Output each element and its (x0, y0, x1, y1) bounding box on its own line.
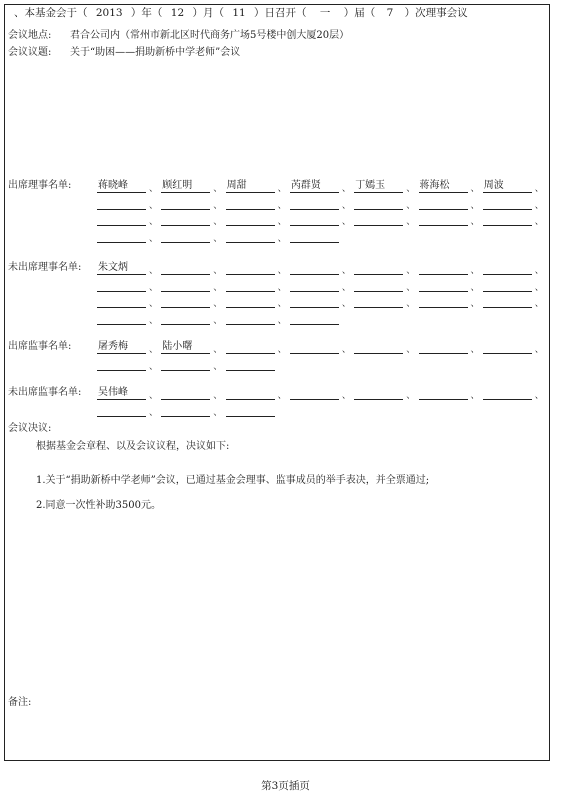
separator-mark: 、 (406, 217, 416, 227)
meeting-header (14, 7, 468, 19)
name-slot (290, 279, 339, 292)
location-value: 君合公司内（常州市新北区时代商务广场5号楼中创大厦20层） (70, 30, 350, 41)
name-slot (483, 341, 532, 354)
header-month: 12 (170, 7, 185, 19)
name-slot (483, 387, 532, 400)
header-text-1: 、本基金会于（ (14, 7, 88, 19)
header-text-2: ）年（ (130, 7, 163, 19)
separator-mark: 、 (213, 233, 223, 244)
attending-directors-label: 出席理事名单: (8, 180, 72, 191)
name-slot: 屠秀梅 (97, 341, 146, 354)
resolution-intro: 根据基金会章程、以及会议议程，决议如下: (36, 441, 230, 452)
separator-mark: 、 (277, 315, 287, 326)
separator-mark: 、 (149, 233, 159, 244)
separator-mark: 、 (341, 345, 351, 355)
resolution-label: 会议决议: (8, 423, 52, 434)
name-slot (226, 341, 275, 354)
separator-mark: 、 (149, 266, 159, 276)
separator-mark: 、 (213, 266, 223, 276)
name-slot (226, 312, 275, 325)
header-text-3: ）月（ (192, 7, 224, 19)
separator-mark: 、 (406, 282, 416, 293)
name-slot (290, 295, 339, 308)
name-slot (419, 295, 468, 308)
name-slot (483, 262, 532, 275)
separator-mark: 、 (341, 391, 351, 401)
name-slot (161, 230, 210, 243)
name-slot (483, 279, 532, 292)
separator-mark: 、 (277, 282, 287, 293)
name-slot: 朱文炳 (97, 262, 146, 275)
header-year: 2013 (95, 7, 123, 19)
name-slot (419, 279, 468, 292)
separator-mark: 、 (149, 408, 159, 418)
separator-mark: 、 (341, 184, 351, 194)
separator-mark: 、 (341, 282, 351, 293)
name-slot (290, 312, 339, 325)
name-slot (419, 213, 468, 226)
separator-mark: 、 (470, 266, 480, 276)
separator-mark: 、 (277, 233, 287, 244)
separator-mark: 、 (213, 299, 223, 309)
name-slot (97, 358, 146, 371)
name-slot (161, 197, 210, 210)
name-slot: 蒋海松 (419, 180, 468, 193)
separator-mark: 、 (213, 184, 223, 194)
name-slot (161, 262, 210, 275)
separator-mark: 、 (149, 391, 159, 401)
separator-mark: 、 (277, 266, 287, 276)
separator-mark: 、 (149, 362, 159, 372)
resolution-item-2: 2.同意一次性补助3500元。 (36, 500, 161, 511)
separator-mark: 、 (149, 282, 159, 293)
name-slot (161, 295, 210, 308)
name-slot: 陆小曙 (161, 341, 210, 354)
absent-directors-label: 未出席理事名单: (8, 262, 82, 273)
name-slot (290, 197, 339, 210)
name-slot (97, 197, 146, 210)
name-slot (226, 279, 275, 292)
separator-mark: 、 (534, 266, 544, 276)
separator-mark: 、 (406, 266, 416, 276)
separator-mark: 、 (277, 217, 287, 227)
name-slot (354, 387, 403, 400)
name-slot (161, 358, 210, 371)
topic-value: 关于“助困——捐助新桥中学老师”会议 (70, 47, 241, 58)
separator-mark: 、 (406, 345, 416, 355)
header-text-4: ）日召开（ (254, 7, 307, 19)
name-slot (226, 387, 275, 400)
name-slot (97, 295, 146, 308)
separator-mark: 、 (213, 408, 223, 418)
separator-mark: 、 (534, 345, 544, 355)
header-text-6: ）次理事会议 (404, 7, 468, 19)
name-slot: 吴伟峰 (97, 387, 146, 400)
separator-mark: 、 (534, 184, 544, 194)
separator-mark: 、 (277, 299, 287, 309)
name-slot (226, 358, 275, 371)
separator-mark: 、 (470, 200, 480, 211)
name-slot (354, 262, 403, 275)
separator-mark: 、 (534, 282, 544, 293)
separator-mark: 、 (341, 217, 351, 227)
name-slot (290, 341, 339, 354)
name-slot: 蒋晓峰 (97, 180, 146, 193)
name-slot: 顾红明 (161, 180, 210, 193)
separator-mark: 、 (277, 184, 287, 194)
separator-mark: 、 (213, 282, 223, 293)
name-slot (290, 387, 339, 400)
separator-mark: 、 (534, 200, 544, 211)
separator-mark: 、 (149, 315, 159, 326)
attending-supervisors-label: 出席监事名单: (8, 341, 72, 352)
name-slot (97, 404, 146, 417)
name-slot (419, 387, 468, 400)
separator-mark: 、 (149, 184, 159, 194)
name-slot (161, 404, 210, 417)
separator-mark: 、 (534, 217, 544, 227)
separator-mark: 、 (470, 282, 480, 293)
header-day: 11 (232, 7, 246, 19)
name-slot (226, 295, 275, 308)
name-slot (354, 295, 403, 308)
separator-mark: 、 (277, 345, 287, 355)
name-slot (97, 312, 146, 325)
name-slot (226, 262, 275, 275)
name-slot (419, 197, 468, 210)
separator-mark: 、 (470, 299, 480, 309)
name-slot (354, 213, 403, 226)
separator-mark: 、 (213, 217, 223, 227)
separator-mark: 、 (149, 299, 159, 309)
separator-mark: 、 (406, 299, 416, 309)
name-slot (290, 213, 339, 226)
name-slot (97, 213, 146, 226)
separator-mark: 、 (213, 391, 223, 401)
separator-mark: 、 (534, 299, 544, 309)
name-slot (290, 262, 339, 275)
separator-mark: 、 (277, 200, 287, 211)
name-slot: 芮群贤 (290, 180, 339, 193)
name-slot (483, 213, 532, 226)
separator-mark: 、 (341, 200, 351, 211)
separator-mark: 、 (406, 391, 416, 401)
name-slot (483, 197, 532, 210)
name-slot (290, 230, 339, 243)
topic-label: 会议议题: (8, 47, 52, 58)
separator-mark: 、 (149, 217, 159, 227)
separator-mark: 、 (406, 200, 416, 211)
separator-mark: 、 (341, 266, 351, 276)
form-frame (4, 4, 550, 761)
name-slot: 丁嫣玉 (354, 180, 403, 193)
page-footer: 第3页插页 (261, 780, 310, 792)
separator-mark: 、 (149, 200, 159, 211)
name-slot (226, 230, 275, 243)
separator-mark: 、 (470, 391, 480, 401)
separator-mark: 、 (341, 299, 351, 309)
name-slot (354, 341, 403, 354)
name-slot (419, 341, 468, 354)
name-slot: 周甜 (226, 180, 275, 193)
absent-supervisors-label: 未出席监事名单: (8, 387, 82, 398)
separator-mark: 、 (470, 345, 480, 355)
name-slot (483, 295, 532, 308)
separator-mark: 、 (213, 362, 223, 372)
header-number: 7 (386, 7, 394, 19)
name-slot (97, 230, 146, 243)
separator-mark: 、 (149, 345, 159, 355)
name-slot (161, 312, 210, 325)
name-slot (226, 197, 275, 210)
name-slot (354, 197, 403, 210)
name-slot (226, 404, 275, 417)
separator-mark: 、 (470, 184, 480, 194)
name-slot (97, 279, 146, 292)
name-slot: 周波 (483, 180, 532, 193)
name-slot (354, 279, 403, 292)
separator-mark: 、 (470, 217, 480, 227)
location-label: 会议地点: (8, 30, 52, 41)
name-slot (419, 262, 468, 275)
name-slot (161, 279, 210, 292)
name-slot (226, 213, 275, 226)
separator-mark: 、 (534, 391, 544, 401)
separator-mark: 、 (406, 184, 416, 194)
remarks-label: 备注: (8, 697, 32, 708)
header-text-5: ）届（ (343, 7, 376, 19)
resolution-item-1: 1.关于“捐助新桥中学老师”会议，已通过基金会理事、监事成员的举手表决，并全票通过; (36, 475, 430, 486)
separator-mark: 、 (213, 315, 223, 326)
name-slot (161, 213, 210, 226)
header-session: 一 (319, 7, 331, 19)
separator-mark: 、 (213, 200, 223, 211)
separator-mark: 、 (277, 391, 287, 401)
name-slot (161, 387, 210, 400)
separator-mark: 、 (213, 345, 223, 355)
